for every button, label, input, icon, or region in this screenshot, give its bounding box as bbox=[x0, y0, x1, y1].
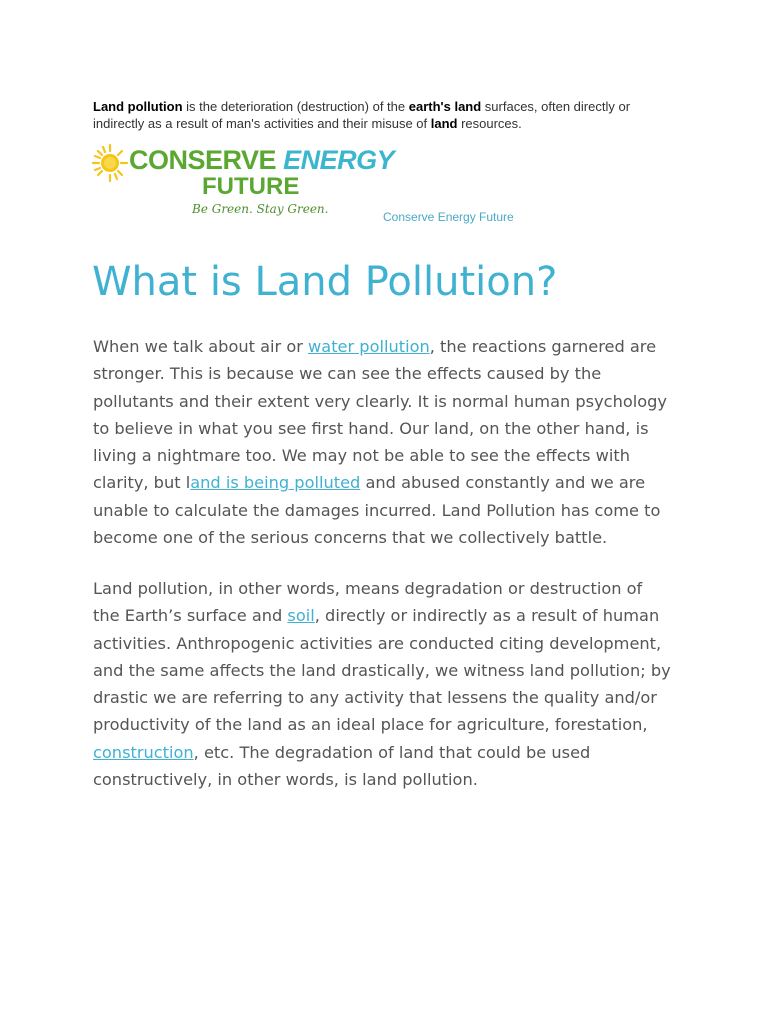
intro-definition: Land pollution is the deterioration (destruction) of the earth's land surfaces, often directly or indirectly as a result of man's activities and their misuse of land resources. bbox=[93, 99, 631, 131]
intro-term-earths-land: earth's land bbox=[408, 99, 482, 114]
paragraph-2: Land pollution, in other words, means degradation or destruction of the Earth’s surface and soil, directly or indirectly as a result of human activities. Anthropogenic activities are conducted citing development, and the same affects the land drastically, we witness land pollution; by drastic we are referring to any activity that lessens the quality and/or productivity of the land as an ideal place for agriculture, forestation, construction, etc. The degradation of land that could be used constructively, in other words, is land pollution. bbox=[93, 579, 671, 790]
logo-wordmark-line1 bbox=[129, 145, 394, 175]
logo-tagline: Be Green. Stay Green. bbox=[192, 202, 329, 216]
page-title: What is Land Pollution? bbox=[92, 259, 558, 305]
link-land-is-being-polluted[interactable]: and is being polluted bbox=[190, 473, 361, 493]
intro-term-land-pollution: Land pollution bbox=[93, 99, 183, 114]
logo-word-future: FUTURE bbox=[202, 173, 300, 200]
link-soil[interactable]: soil bbox=[287, 606, 315, 626]
paragraph-1: When we talk about air or water pollution, the reactions garnered are stronger. This is because we can see the effects caused by the pollutants and their extent very clearly. It is normal human psychology to believe in what you see first hand. Our land, on the other hand, is living a nightmare too. We may not be able to see the effects with clarity, but land is being polluted and abused constantly and we are unable to calculate the damages incurred. Land Pollution has come to become one of the serious concerns that we collectively battle. bbox=[93, 337, 667, 548]
conserve-energy-future-logo bbox=[92, 143, 395, 221]
intro-term-land: land bbox=[430, 115, 458, 131]
logo-word-conserve: CONSERVE bbox=[129, 145, 277, 175]
link-water-pollution[interactable]: water pollution bbox=[308, 337, 430, 356]
logo-caption: Conserve Energy Future bbox=[383, 210, 514, 224]
sun-icon bbox=[92, 143, 128, 183]
logo-word-energy: ENERGY bbox=[283, 145, 395, 175]
link-construction[interactable]: construction bbox=[93, 742, 194, 762]
